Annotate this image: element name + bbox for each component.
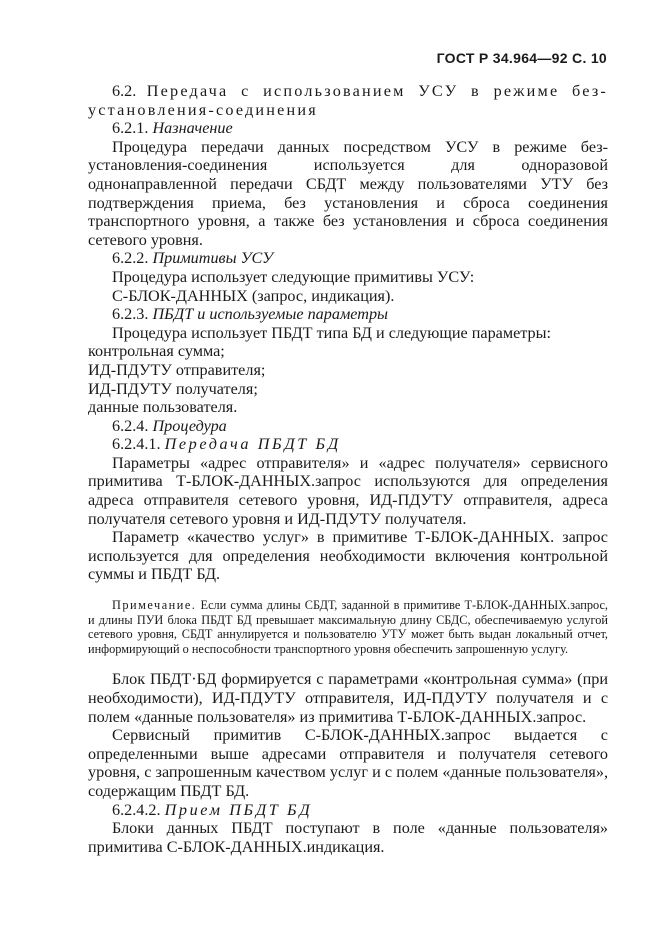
paragraph-block-formation: Блок ПБДТ·БД формируется с параметрами «контрольная сумма» (при необходимости), ИД-ПДУТУ отправителя, ИД-ПДУТУ получателя и с полем «данные пользователя» из примитива Т-БЛОК-ДАННЫХ.запрос. [88,670,608,726]
document-body [88,82,608,856]
paragraph-primitives: Процедура использует следующие примитивы УСУ: [112,267,475,286]
subsection-number: 6.2.3. [112,305,153,324]
parameter-list [88,342,608,416]
subsection-number: 6.2.2. [112,249,153,268]
subsection-title: Передача ПБДТ БД [164,435,341,454]
subsection-heading-6-2-3 [88,305,608,324]
page-header: ГОСТ Р 34.964—92 С. 10 [436,50,607,66]
paragraph-quality: Параметр «качество услуг» в примитиве Т-БЛОК-ДАННЫХ. запрос используется для определения необходимости включения контрольной суммы и ПБДТ БД. [88,528,608,584]
subsection-heading-6-2-4-1 [88,435,608,454]
list-item: ИД-ПДУТУ получателя; [88,379,258,398]
paragraph-purpose: Процедура передачи данных посредством УСУ в режиме без-установления-соединения используется для одноразовой однонаправленной передачи СБДТ между пользователями УТУ без подтверждения приема, без установления и сброса соединения транспортного уровня, а также без установления и сброса соединения сетевого уровня. [88,137,608,249]
paragraph-receive: Блоки данных ПБДТ поступают в поле «данные пользователя» примитива С-БЛОК-ДАННЫХ.индикация. [88,819,608,856]
list-item: данные пользователя. [88,398,238,417]
subsection-heading-6-2-1 [88,119,608,138]
subsection-title: ПБДТ и используемые параметры [152,305,389,324]
note [88,598,608,656]
list-item: контрольная сумма; [88,342,225,361]
primitive-name: С-БЛОК-ДАННЫХ (запрос, индикация). [112,286,395,305]
note-label: Примечание. [112,598,197,613]
section-heading [88,82,608,119]
subsection-heading-6-2-4 [88,417,608,436]
subsection-number: 6.2.4. [112,416,153,435]
subsection-heading-6-2-4-2 [88,801,608,820]
section-number: 6.2. [112,82,147,100]
list-item: ИД-ПДУТУ отправителя; [88,360,266,379]
note-text: Если сумма длины СБДТ, заданной в примитиве Т-БЛОК-ДАННЫХ.запрос, и длины ПУИ блока ПБДТ БД превышает максимальную длину СБДС, обеспечиваемую услугой сетевого уровня, СБДТ аннулируется и пользователю УТУ может быть выдан локальный отчет, информирующий о неспособности транспортного уровня обеспечить запрошенную услугу. [88,598,608,656]
section-title: Передача с использованием УСУ в режиме без-установления-соединения [88,82,608,119]
subsection-number: 6.2.4.2. [112,800,165,819]
subsection-number: 6.2.1. [112,119,153,138]
subsection-title: Назначение [152,119,233,138]
subsection-title: Примитивы УСУ [152,249,273,268]
paragraph-addresses: Параметры «адрес отправителя» и «адрес получателя» сервисного примитива Т-БЛОК-ДАННЫХ.запрос используются для определения адреса отправителя сетевого уровня, ИД-ПДУТУ отправителя, адреса получателя сетевого уровня и ИД-ПДУТУ получателя. [88,453,608,528]
subsection-heading-6-2-2 [88,249,608,268]
paragraph-service-primitive: Сервисный примитив С-БЛОК-ДАННЫХ.запрос выдается с определенными выше адресами отправителя и получателя сетевого уровня, с запрошенным качеством услуг и с полем «данные пользователя», содержащим ПБДТ БД. [88,726,608,800]
subsection-title: Прием ПБДТ БД [164,800,313,819]
subsection-title: Процедура [152,416,227,435]
paragraph-parameters: Процедура использует ПБДТ типа БД и следующие параметры: [112,323,552,342]
subsection-number: 6.2.4.1. [112,435,165,454]
